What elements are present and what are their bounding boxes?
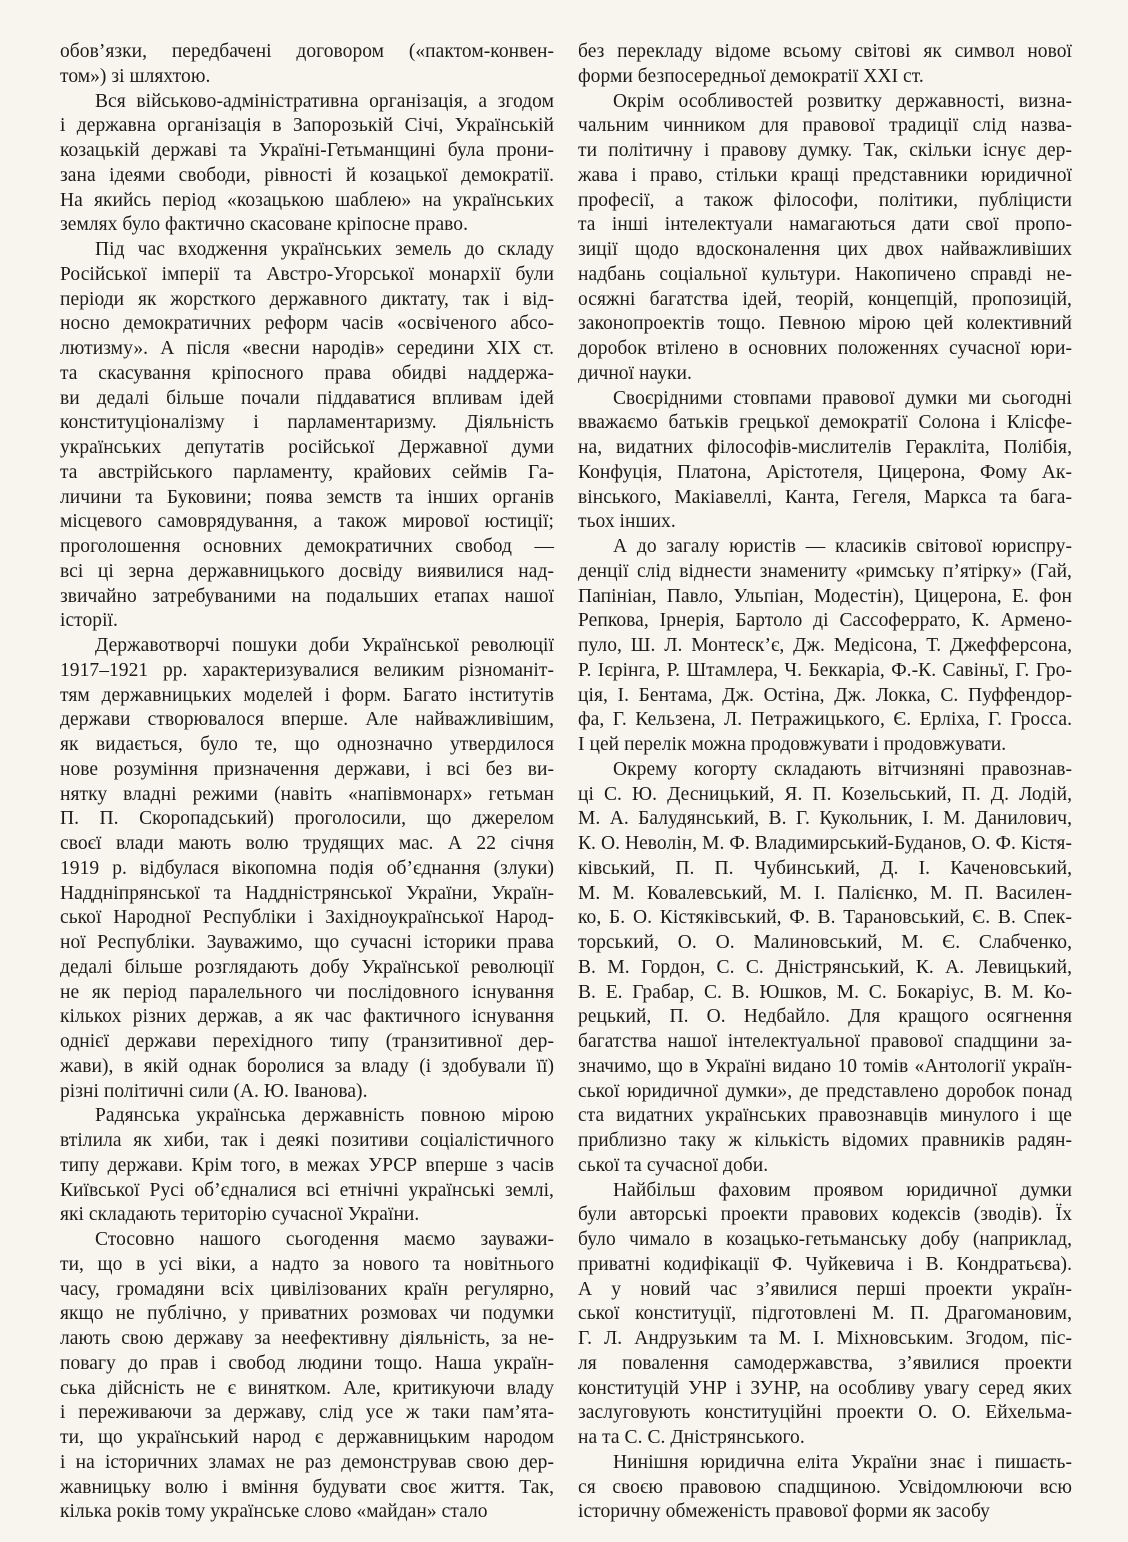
- text-line: ти політичну і правову думку. Так, скільки існує дер-: [578, 140, 1072, 161]
- text-column-right: [578, 40, 1072, 1542]
- text-line: ська дійсність не є винятком. Але, критикуючи владу: [60, 1377, 554, 1399]
- text-line: однієї держави перехідного типу (транзитивної дер-: [60, 1031, 554, 1052]
- text-line: Окрему когорту складають вітчизняні правознав-: [613, 758, 1072, 780]
- text-line: і державна організація в Запорозькій Січі, Українській: [60, 115, 554, 137]
- text-line: різні політичні сили (А. Ю. Іванова).: [60, 1080, 368, 1102]
- text-line: не як період паралельного чи послідовного існування: [60, 981, 554, 1003]
- text-line: Репкова, Ірнерія, Бартоло ді Сассоферрато, К. Армено-: [578, 610, 1072, 632]
- text-line: Стосовно нашого сьогодення маємо зауважи-: [95, 1229, 554, 1250]
- text-line: ної Республіки. Зауважимо, що сучасні історики права: [60, 932, 554, 953]
- text-line: приватні кодифікації Ф. Чуйкевича і В. Кондратьєва).: [578, 1253, 1072, 1275]
- text-line: нятку владні режими (навіть «напівмонарх» гетьман: [60, 783, 554, 805]
- text-line: жави), в якій однак боролися за владу (і здобували її): [60, 1055, 554, 1077]
- text-line: осяжні багатства ідей, теорій, концепцій, пропозицій,: [578, 288, 1072, 310]
- text-line: на, видатних філософів-мислителів Геракліта, Полібія,: [578, 437, 1072, 458]
- text-line: конституцій УНР і ЗУНР, на особливу увагу серед яких: [578, 1377, 1072, 1399]
- text-line: проголошення основних демократичних свобод —: [60, 536, 554, 557]
- text-line: українських депутатів російської Державної думи: [60, 437, 554, 458]
- text-line: В. Е. Грабар, С. В. Юшков, М. С. Бокаріус, В. М. Ко-: [578, 981, 1072, 1003]
- text-line: носно демократичних реформ часів «освіченого абсо-: [60, 313, 554, 335]
- text-line: 1919 р. відбулася вікопомна подія об’єднання (злуки): [60, 857, 554, 879]
- text-line: ської конституції, підготовлені М. П. Драгомановим,: [578, 1303, 1072, 1325]
- text-line: зана ідеями свободи, рівності й козацької демократії.: [60, 164, 554, 186]
- text-line: зиції щодо вдосконалення цих двох найважливіших: [578, 239, 1072, 260]
- text-line: втілила як хиби, так і деякі позитиви соціалістичного: [60, 1130, 554, 1151]
- text-line: торський, О. О. Малиновський, М. Є. Слабченко,: [578, 932, 1072, 953]
- text-line: законопроектів тощо. Певною мірою цей колективний: [578, 313, 1072, 335]
- text-line: заслуговують конституційні проекти О. О. Ейхельма-: [578, 1402, 1072, 1424]
- text-line: Конфуція, Платона, Арістотеля, Цицерона, Фому Ак-: [578, 461, 1072, 483]
- text-line: типу держави. Крім того, в межах УРСР вперше з часів: [60, 1154, 554, 1176]
- text-line: фа, Г. Кельзена, Л. Петражицького, Є. Ерліха, Г. Гросса.: [578, 709, 1072, 731]
- text-line: ківський, П. П. Чубинський, Д. І. Каченовський,: [578, 857, 1072, 879]
- text-line: Під час входження українських земель до складу: [95, 239, 554, 260]
- text-line: професії, а також філософи, політики, публіцисти: [578, 189, 1072, 211]
- text-line: ти, що в усі віки, а надто за нового та новітнього: [60, 1253, 554, 1275]
- text-line: періоди як жорсткого державного диктату, так і від-: [60, 288, 554, 310]
- text-line: чальним чинником для правової традиції слід назва-: [578, 115, 1072, 137]
- text-line: і на історичних зламах не раз демонстрував свою дер-: [60, 1451, 554, 1473]
- text-line: лютизму». А після «весни народів» середини XIX ст.: [60, 338, 554, 359]
- text-line: Київської Русі об’єдналися всі етнічні українські землі,: [60, 1179, 554, 1201]
- text-line: без перекладу відоме всьому світові як символ нової: [578, 41, 1072, 62]
- text-line: були авторські проекти правових кодексів (зводів). Їх: [578, 1204, 1072, 1226]
- text-line: ція, І. Бентама, Дж. Остіна, Дж. Локка, С. Пуффендор-: [578, 684, 1072, 706]
- text-line: та австрійського парламенту, крайових сеймів Га-: [60, 461, 554, 483]
- text-line: та інші інтелектуали намагаються дати свої пропо-: [578, 214, 1072, 236]
- text-line: дичної науки.: [578, 362, 692, 384]
- text-line: М. М. Ковалевський, М. І. Палієнко, М. П. Василен-: [578, 882, 1072, 904]
- text-line: якщо не публічно, у приватних розмовах чи подумки: [60, 1303, 554, 1325]
- text-line: денції слід віднести знамениту «римську п’ятірку» (Гай,: [578, 560, 1072, 582]
- text-line: Р. Ієрінга, Р. Штамлера, Ч. Беккаріа, Ф.-К. Савіньї, Г. Гро-: [578, 659, 1072, 681]
- text-line: том») зі шляхтою.: [60, 65, 211, 87]
- text-line: В. М. Гордон, С. С. Дністрянський, К. А. Левицький,: [578, 956, 1072, 978]
- text-line: Наддніпрянської та Наддністрянської України, Україн-: [60, 882, 554, 904]
- text-line: ко, Б. О. Кістяківський, Ф. В. Тарановський, Є. В. Спек-: [578, 907, 1072, 929]
- text-line: А у новий час з’явилися перші проекти україн-: [578, 1278, 1072, 1300]
- text-line: своєї влади мають волю трудящих мас. А 22 січня: [60, 833, 554, 854]
- text-line: надбань соціальної культури. Накопичено справді не-: [578, 263, 1072, 285]
- text-line: Державотворчі пошуки доби Української революції: [95, 635, 554, 656]
- text-line: форми безпосередньої демократії XXI ст.: [578, 65, 924, 87]
- text-line: тьох інших.: [578, 511, 676, 533]
- text-line: всі ці зерна державницького досвіду виявилися над-: [60, 560, 554, 582]
- text-line: І цей перелік можна продовжувати і продовжувати.: [578, 734, 1007, 755]
- text-line: 1917–1921 рр. характеризувалися великим різноманіт-: [60, 659, 554, 681]
- text-line: на та С. С. Дністрянського.: [578, 1427, 805, 1448]
- text-line: жавницьку волю і вміння будувати своє життя. Так,: [60, 1476, 554, 1498]
- text-line: Папініан, Павло, Ульпіан, Модестін), Цицерона, Е. фон: [578, 585, 1072, 607]
- text-line: місцевого самоврядування, а також мирової юстиції;: [60, 511, 554, 533]
- text-line: пуло, Ш. Л. Монтеск’є, Дж. Медісона, Т. Джефферсона,: [578, 635, 1072, 656]
- text-line: ся своєю правовою спадщиною. Усвідомлюючи всю: [578, 1476, 1072, 1498]
- text-line: як видається, було те, що однозначно утвердилося: [60, 734, 554, 755]
- text-line: звичайно затребуваними на подальших етапах нашої: [60, 585, 554, 607]
- text-line: повагу до прав і свобод людини тощо. Наша україн-: [60, 1352, 554, 1374]
- text-line: ви дедалі більше почали піддаватися впливам ідей: [60, 387, 554, 409]
- text-line: Російської імперії та Австро-Угорської монархії були: [60, 263, 554, 285]
- text-line: ської юридичної думки», де представлено доробок понад: [578, 1080, 1072, 1102]
- text-line: які складають територію сучасної України.: [60, 1204, 420, 1226]
- text-line: К. О. Неволін, М. Ф. Владимирський-Буданов, О. Ф. Кістя-: [578, 833, 1072, 854]
- text-line: вважаємо батьків грецької демократії Солона і Клісфе-: [578, 412, 1072, 434]
- text-line: Найбільш фаховим проявом юридичної думки: [613, 1179, 1072, 1201]
- text-line: личини та Буковини; поява земств та інших органів: [60, 486, 554, 508]
- text-line: землях було фактично скасоване кріпосне право.: [60, 214, 469, 236]
- text-line: ської Народної Республіки і Західноукраїнської Народ-: [60, 907, 554, 929]
- text-line: кількох різних держав, а як час фактичного існування: [60, 1006, 554, 1028]
- text-line: часу, громадяни всіх цивілізованих країн регулярно,: [60, 1278, 554, 1300]
- text-line: кілька років тому українське слово «майдан» стало: [60, 1501, 488, 1523]
- text-line: козацькій державі та Україні-Гетьманщині була прони-: [60, 140, 554, 161]
- text-line: жава і право, стільки кращі представники юридичної: [578, 164, 1072, 186]
- text-line: А до загалу юристів — класиків світової юриспру-: [613, 536, 1072, 557]
- text-line: Нинішня юридична еліта України знає і пишаєть-: [613, 1451, 1072, 1473]
- text-line: ти, що український народ є державницьким народом: [60, 1427, 554, 1448]
- text-line: значимо, що в Україні видано 10 томів «Антології україн-: [578, 1055, 1072, 1077]
- text-line: Радянська українська державність повною мірою: [95, 1105, 554, 1127]
- text-line: П. П. Скоропадський) проголосили, що джерелом: [60, 808, 554, 830]
- text-line: лають свою державу за неефективну діяльність, за не-: [60, 1328, 554, 1349]
- text-line: рецький, П. О. Недбайло. Для кращого осягнення: [578, 1006, 1072, 1028]
- text-line: та скасування кріпосного права обидві наддержа-: [60, 362, 554, 384]
- text-line: М. А. Балудянський, В. Г. Кукольник, І. М. Данилович,: [578, 808, 1072, 830]
- text-line: дедалі більше розглядають добу Української революції: [60, 956, 554, 978]
- text-line: історичну обмеженість правової форми як засобу: [578, 1501, 990, 1523]
- text-line: вінського, Макіавеллі, Канта, Гегеля, Маркса та бага-: [578, 486, 1072, 508]
- text-line: доробок втілено в основних положеннях сучасної юри-: [578, 338, 1072, 359]
- text-line: тям державницьких моделей і форм. Багато інститутів: [60, 684, 554, 706]
- text-line: було чимало в козацько-гетьманську добу (наприклад,: [578, 1229, 1072, 1250]
- text-line: історії.: [60, 610, 118, 632]
- text-line: багатства нашої інтелектуальної правової спадщини за-: [578, 1031, 1072, 1052]
- text-line: Г. Л. Андрузьким та М. І. Міхновським. Згодом, піс-: [578, 1328, 1072, 1349]
- text-line: ста видатних українських правознавців минулого і ще: [578, 1105, 1072, 1127]
- text-line: нове розуміння призначення держави, і всі без ви-: [60, 758, 554, 780]
- text-line: Вся військово-адміністративна організація, а згодом: [95, 90, 554, 112]
- text-line: приблизно таку ж кількість відомих правників радян-: [578, 1130, 1072, 1151]
- text-line: Окрім особливостей розвитку державності, визна-: [613, 90, 1072, 112]
- text-line: Своєрідними стовпами правової думки ми сьогодні: [613, 387, 1072, 409]
- text-column-left: [60, 40, 554, 1542]
- text-line: На якийсь період «козацькою шаблею» на українських: [60, 189, 554, 211]
- text-line: обов’язки, передбачені договором («пактом-конвен-: [60, 41, 554, 62]
- text-line: конституціоналізму і парламентаризму. Діяльність: [60, 412, 554, 434]
- text-line: ці С. Ю. Десницький, Я. П. Козельський, П. Д. Лодій,: [578, 783, 1072, 805]
- text-line: ля повалення самодержавства, з’явилися проекти: [578, 1352, 1072, 1374]
- text-line: держави створювалося вперше. Але найважливішим,: [60, 709, 554, 731]
- text-line: і переживаючи за державу, слід усе ж таки пам’ята-: [60, 1402, 554, 1424]
- text-line: ської та сучасної доби.: [578, 1154, 769, 1176]
